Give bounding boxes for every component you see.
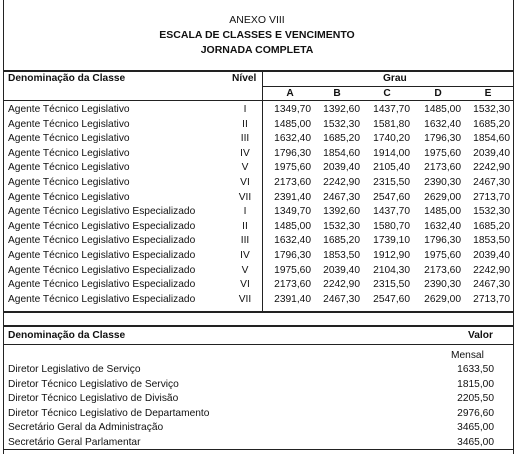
table-row-level: III [240,235,250,247]
table-cell-grade-d: 1975,60 [424,147,461,159]
table-cell-grade-c: 1912,90 [373,250,410,261]
table-cell-grade-d: 2390,30 [424,279,461,291]
table-row-class: Agente Técnico Legislativo Especializado [8,293,196,305]
table-cell-grade-c: 1914,00 [373,147,410,159]
table-row-level: VI [240,177,250,188]
table-cell-grade-a: 2173,60 [274,279,311,291]
table-cell-grade-d: 1975,60 [424,250,461,261]
table2-row-value: 1815,00 [457,378,494,390]
table-cell-grade-b: 1853,50 [323,250,360,261]
table-cell-grade-a: 1975,60 [274,162,311,174]
table-row-level: IV [240,147,250,159]
table-cell-grade-e: 2039,40 [473,147,510,159]
grade-header-d: D [434,88,442,99]
table-cell-grade-b: 2242,90 [323,279,360,291]
table-cell-grade-a: 2173,60 [274,177,311,188]
table-cell-grade-b: 1392,60 [323,206,360,218]
table-cell-grade-c: 1437,70 [373,206,410,218]
table-row-level: II [242,118,248,130]
table1-level-header: Nível [232,73,257,84]
table-row-level: VI [240,279,250,291]
table-row-level: IV [240,250,250,261]
table-cell-grade-a: 1485,00 [274,118,311,130]
table-cell-grade-d: 2390,30 [424,177,461,188]
table-row-class: Agente Técnico Legislativo [8,147,130,159]
annex-label: ANEXO VIII [229,14,285,26]
table-row-class: Agente Técnico Legislativo [8,104,130,115]
table-cell-grade-a: 1975,60 [274,264,311,276]
table-cell-grade-b: 1685,20 [323,133,360,145]
table-cell-grade-a: 1349,70 [274,104,311,115]
table-row-level: I [243,206,247,218]
table-row-class: Agente Técnico Legislativo [8,191,130,203]
table-row-class: Agente Técnico Legislativo Especializado [8,250,196,261]
table-row-class: Agente Técnico Legislativo [8,133,130,145]
table-cell-grade-a: 1632,40 [274,133,311,145]
table-cell-grade-b: 1532,30 [323,220,360,232]
table-cell-grade-b: 1392,60 [323,104,360,115]
table-row-class: Agente Técnico Legislativo Especializado [8,279,196,291]
grade-header-b: B [333,88,341,99]
document-title: ESCALA DE CLASSES E VENCIMENTO [159,29,355,41]
table-cell-grade-e: 1532,30 [473,206,510,218]
table-row-class: Agente Técnico Legislativo Especializado [8,206,196,218]
table-cell-grade-d: 2629,00 [424,191,461,203]
level-column-divider [262,70,263,312]
table-cell-grade-e: 2039,40 [473,250,510,261]
table1-bottom-rule [3,311,514,313]
table-cell-grade-e: 1685,20 [473,118,510,130]
table-cell-grade-c: 1437,70 [373,104,410,115]
table-cell-grade-c: 1580,70 [373,220,410,232]
table-cell-grade-c: 2547,60 [373,293,410,305]
table2-row-class: Secretário Geral Parlamentar [8,437,141,448]
table2-row-class: Diretor Legislativo de Serviço [8,364,141,375]
table-row-class: Agente Técnico Legislativo [8,177,130,188]
table-cell-grade-a: 1796,30 [274,250,311,261]
table2-row-value: 2205,50 [457,393,494,405]
table1-grade-header: Grau [383,73,407,84]
table-cell-grade-c: 2547,60 [373,191,410,203]
table-cell-grade-e: 1685,20 [473,220,510,232]
table-cell-grade-e: 2467,30 [473,279,510,291]
table2-row-class: Secretário Geral da Administração [8,422,164,434]
table2-value-subheader: Mensal [451,350,484,361]
grade-header-a: A [286,88,294,99]
table-cell-grade-e: 1854,60 [473,133,510,145]
table-cell-grade-c: 1740,20 [373,133,410,145]
table-cell-grade-b: 2039,40 [323,264,360,276]
table-cell-grade-c: 2315,50 [373,177,410,188]
table-row-level: II [242,220,248,232]
table1-top-rule [3,70,514,72]
table-cell-grade-b: 2242,90 [323,177,360,188]
table-cell-grade-b: 1685,20 [323,235,360,247]
table2-row-class: Diretor Técnico Legislativo de Departamento [8,407,210,419]
frame-right-border [513,0,514,454]
table-cell-grade-d: 1485,00 [424,206,461,218]
table-cell-grade-e: 1853,50 [473,235,510,247]
table-cell-grade-b: 2467,30 [323,293,360,305]
document-subtitle: JORNADA COMPLETA [200,44,314,56]
frame-left-border [3,0,4,454]
table-cell-grade-e: 2242,90 [473,162,510,174]
table-cell-grade-c: 1739,10 [373,235,410,247]
table-cell-grade-c: 2315,50 [373,279,410,291]
table-cell-grade-d: 2173,60 [424,264,461,276]
table2-row-value: 3465,00 [457,422,494,434]
table-row-class: Agente Técnico Legislativo Especializado [8,264,196,276]
table2-row-value: 1633,50 [457,364,494,375]
table-cell-grade-a: 1632,40 [274,235,311,247]
table-row-level: V [241,162,249,174]
table-cell-grade-b: 2039,40 [323,162,360,174]
table-cell-grade-e: 2242,90 [473,264,510,276]
table-row-level: VII [238,191,252,203]
grade-header-c: C [383,88,391,99]
table-cell-grade-c: 2104,30 [373,264,410,276]
grade-header-e: E [484,88,492,99]
table1-header-rule [3,100,514,101]
table-cell-grade-e: 2713,70 [473,191,510,203]
table-row-class: Agente Técnico Legislativo [8,162,130,174]
table2-row-value: 2976,60 [457,407,494,419]
grade-subheader-rule [262,86,514,87]
table2-header-rule [3,344,514,345]
table-cell-grade-d: 1796,30 [424,235,461,247]
table-row-class: Agente Técnico Legislativo [8,118,130,130]
table-cell-grade-b: 1854,60 [323,147,360,159]
table-cell-grade-c: 2105,40 [373,162,410,174]
table-cell-grade-d: 1632,40 [424,118,461,130]
table-cell-grade-d: 2629,00 [424,293,461,305]
table-row-level: VII [238,293,252,305]
table2-row-class: Diretor Técnico Legislativo de Divisão [8,393,179,405]
table-row-class: Agente Técnico Legislativo Especializado [8,235,196,247]
table-row-level: I [243,104,247,115]
table-cell-grade-a: 2391,40 [274,293,311,305]
table-cell-grade-a: 1485,00 [274,220,311,232]
table-cell-grade-d: 1796,30 [424,133,461,145]
table-row-class: Agente Técnico Legislativo Especializado [8,220,196,232]
table-cell-grade-c: 1581,80 [373,118,410,130]
table-cell-grade-d: 1632,40 [424,220,461,232]
table2-top-rule [3,325,514,327]
table-row-level: V [241,264,249,276]
table2-value-header: Valor [468,330,493,341]
table-cell-grade-e: 2713,70 [473,293,510,305]
table-cell-grade-d: 1485,00 [424,104,461,115]
table1-class-header: Denominação da Classe [8,73,126,84]
table-cell-grade-e: 2467,30 [473,177,510,188]
table-cell-grade-b: 1532,30 [323,118,360,130]
table-cell-grade-a: 1349,70 [274,206,311,218]
table-cell-grade-b: 2467,30 [323,191,360,203]
table2-class-header: Denominação da Classe [8,330,126,341]
table2-bottom-rule [3,449,514,450]
table-cell-grade-a: 1796,30 [274,147,311,159]
table2-row-class: Diretor Técnico Legislativo de Serviço [8,378,179,390]
table-cell-grade-a: 2391,40 [274,191,311,203]
table-cell-grade-d: 2173,60 [424,162,461,174]
table-row-level: III [240,133,250,145]
table2-row-value: 3465,00 [457,437,494,448]
table-cell-grade-e: 1532,30 [473,104,510,115]
